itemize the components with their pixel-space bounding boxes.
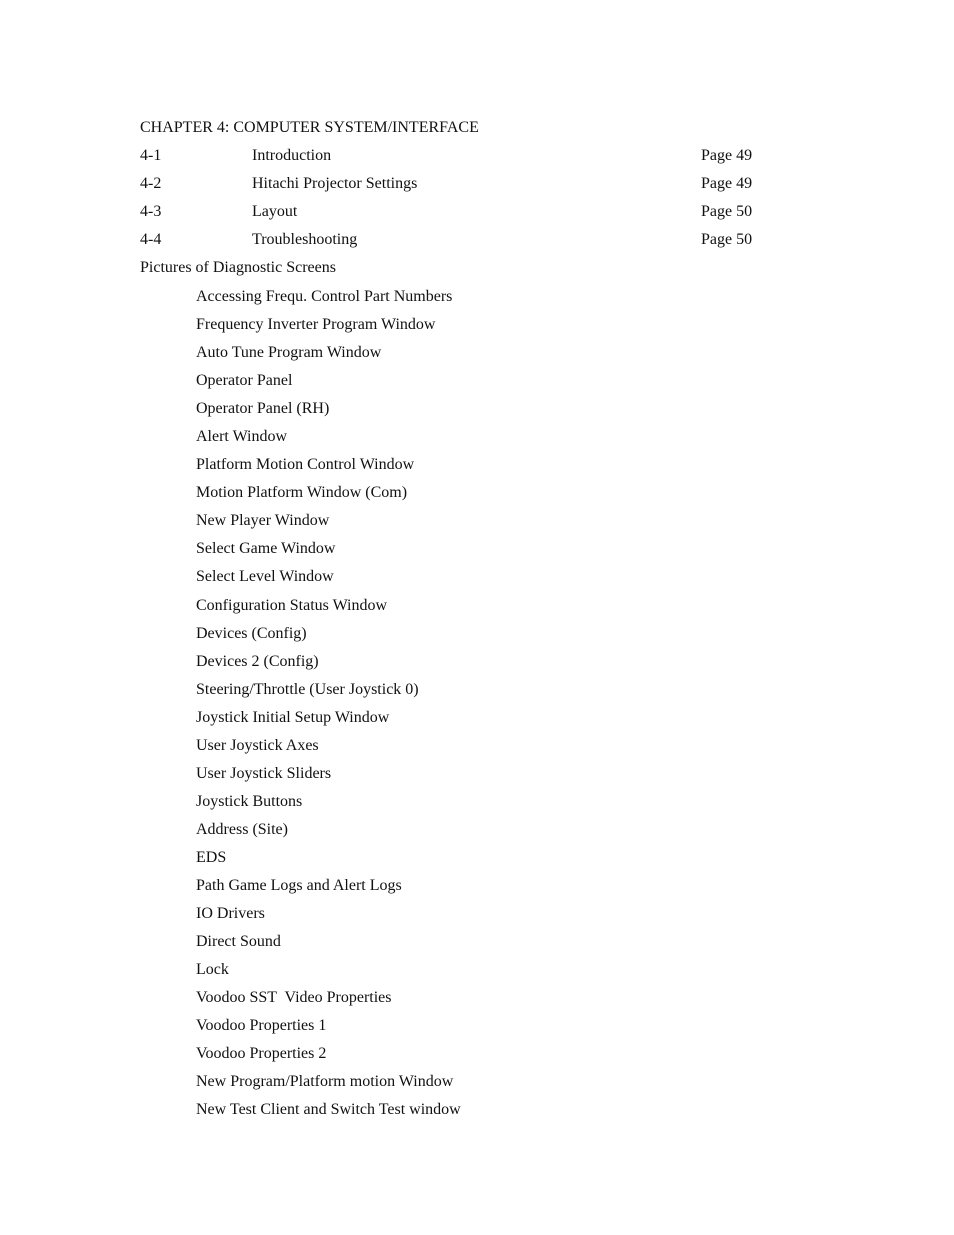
- section-number: 4-3: [140, 203, 162, 220]
- list-item: Motion Platform Window (Com): [196, 484, 408, 502]
- section-title: Introduction: [252, 147, 332, 164]
- list-item: Accessing Frequ. Control Part Numbers: [196, 288, 453, 305]
- list-item: Operator Panel (RH): [196, 400, 330, 418]
- list-item: User Joystick Sliders: [196, 764, 332, 782]
- section-page: Page 50: [701, 203, 753, 220]
- list-item: Address (Site): [196, 820, 288, 838]
- list-item: Alert Window: [196, 428, 288, 446]
- section-row: [140, 230, 760, 258]
- section-number: 4-4: [140, 231, 162, 248]
- list-item: Joystick Initial Setup Window: [196, 708, 390, 726]
- section-list: [140, 146, 760, 258]
- list-item: Select Level Window: [196, 568, 334, 586]
- section-row: [140, 202, 760, 230]
- pictures-heading: Pictures of Diagnostic Screens: [140, 259, 336, 276]
- list-item: New Test Client and Switch Test window: [196, 1101, 461, 1119]
- list-item: Voodoo Properties 1: [196, 1017, 327, 1035]
- section-row: [140, 146, 760, 174]
- list-item: Lock: [196, 961, 229, 979]
- list-item: EDS: [196, 848, 227, 866]
- list-item: Configuration Status Window: [196, 596, 388, 614]
- list-item: Voodoo Properties 2: [196, 1045, 327, 1063]
- list-item: Path Game Logs and Alert Logs: [196, 876, 402, 894]
- list-item: Platform Motion Control Window: [196, 456, 415, 474]
- list-item: Joystick Buttons: [196, 792, 303, 810]
- section-page: Page 50: [701, 231, 753, 248]
- list-item: User Joystick Axes: [196, 736, 319, 754]
- section-number: 4-1: [140, 147, 162, 164]
- list-item: IO Drivers: [196, 905, 265, 923]
- list-item: Operator Panel: [196, 372, 293, 390]
- list-item: Direct Sound: [196, 933, 281, 951]
- section-row: [140, 174, 760, 202]
- list-item: Auto Tune Program Window: [196, 344, 382, 362]
- list-item: Voodoo SST Video Properties: [196, 989, 392, 1007]
- list-item: Devices 2 (Config): [196, 652, 319, 670]
- list-item: New Player Window: [196, 512, 330, 530]
- section-page: Page 49: [701, 175, 753, 192]
- section-title: Hitachi Projector Settings: [252, 175, 418, 192]
- list-item: Select Game Window: [196, 540, 336, 558]
- pictures-list: [196, 287, 696, 1128]
- list-item: Steering/Throttle (User Joystick 0): [196, 680, 419, 698]
- section-title: Layout: [252, 203, 298, 220]
- list-item: Frequency Inverter Program Window: [196, 316, 436, 334]
- list-item: New Program/Platform motion Window: [196, 1073, 454, 1091]
- section-page: Page 49: [701, 147, 753, 164]
- list-item: Devices (Config): [196, 624, 307, 642]
- section-number: 4-2: [140, 175, 162, 192]
- chapter-title: CHAPTER 4: COMPUTER SYSTEM/INTERFACE: [140, 119, 479, 136]
- section-title: Troubleshooting: [252, 231, 358, 248]
